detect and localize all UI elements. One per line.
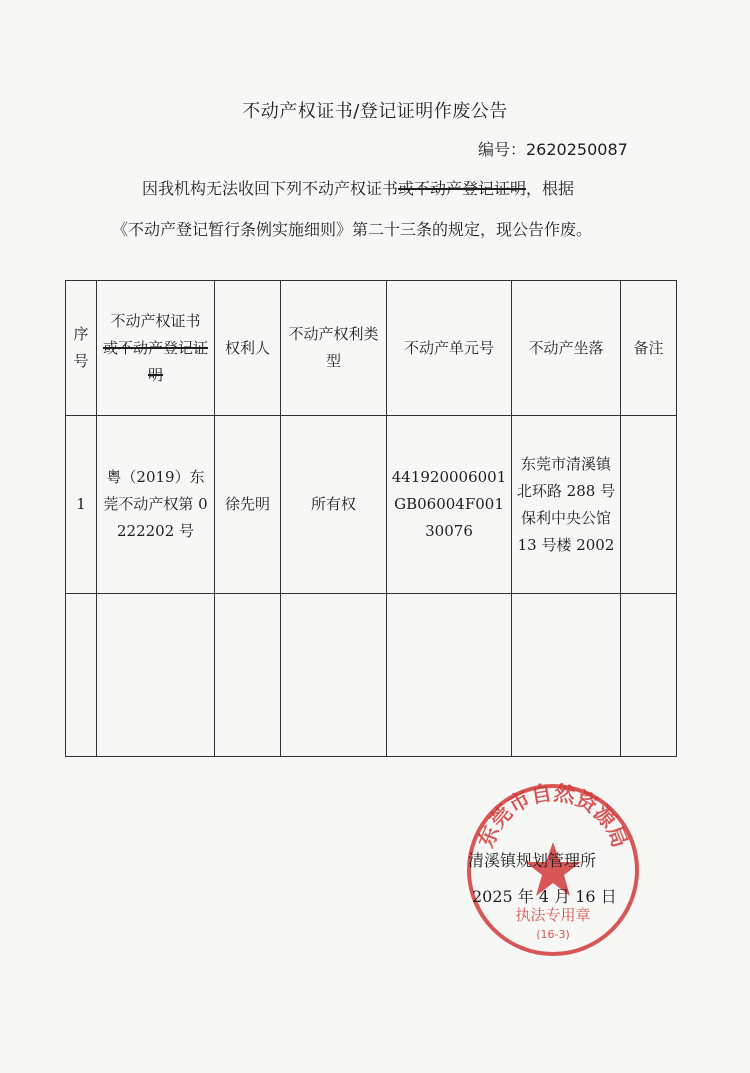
paragraph-text: 因我机构无法收回下列不动产权证书 xyxy=(142,179,399,198)
seal-subtext: 执法专用章 xyxy=(515,906,591,924)
cell-holder: 徐先明 xyxy=(215,416,281,594)
header-seq: 序号 xyxy=(66,281,97,416)
table-row-empty xyxy=(66,594,677,757)
date-text: 2025 年 4 月 16 日 xyxy=(472,887,617,906)
empty-cell xyxy=(512,594,621,757)
notice-title: 不动产权证书/登记证明作废公告 xyxy=(242,101,508,122)
empty-cell xyxy=(66,594,97,757)
empty-cell xyxy=(281,594,387,757)
cell-remark xyxy=(621,416,677,594)
header-right-type: 不动产权利类型 xyxy=(281,281,387,416)
header-certificate-text: 不动产权证书 xyxy=(110,311,201,330)
empty-cell xyxy=(621,594,677,757)
empty-cell xyxy=(215,594,281,757)
header-unit-number: 不动产单元号 xyxy=(387,281,512,416)
empty-cell xyxy=(97,594,215,757)
notice-paragraph-line1 xyxy=(142,176,574,199)
header-certificate xyxy=(97,281,215,416)
cell-unit-number: 441920006001GB06004F00130076 xyxy=(387,416,512,594)
header-remark: 备注 xyxy=(621,281,677,416)
cell-certificate-number: 粤（2019）东莞不动产权第 0222202 号 xyxy=(97,416,215,594)
cell-right-type: 所有权 xyxy=(281,416,387,594)
header-holder: 权利人 xyxy=(215,281,281,416)
table-row xyxy=(66,416,677,594)
paragraph-text: ，根据 xyxy=(526,179,575,198)
notice-paragraph-line2: 《不动产登记暂行条例实施细则》第二十三条的规定，现公告作废。 xyxy=(112,220,593,239)
organization-name: 清溪镇规划管理所 xyxy=(468,851,597,870)
seal-text: 东莞市自然资源局 xyxy=(472,780,634,851)
header-location: 不动产坐落 xyxy=(512,281,621,416)
void-certificate-table xyxy=(65,280,677,757)
cell-seq: 1 xyxy=(66,416,97,594)
cell-location: 东莞市清溪镇北环路 288 号保利中央公馆 13 号楼 2002 xyxy=(512,416,621,594)
svg-text:东莞市自然资源局 xyxy=(473,780,633,851)
header-certificate-struck: 或不动产登记证明 xyxy=(102,338,208,384)
document-number: 编号：2620250087 xyxy=(478,140,628,159)
struck-text: 或不动产登记证明 xyxy=(398,179,527,198)
table-header-row xyxy=(66,281,677,416)
empty-cell xyxy=(387,594,512,757)
seal-code: (16-3) xyxy=(536,928,570,941)
